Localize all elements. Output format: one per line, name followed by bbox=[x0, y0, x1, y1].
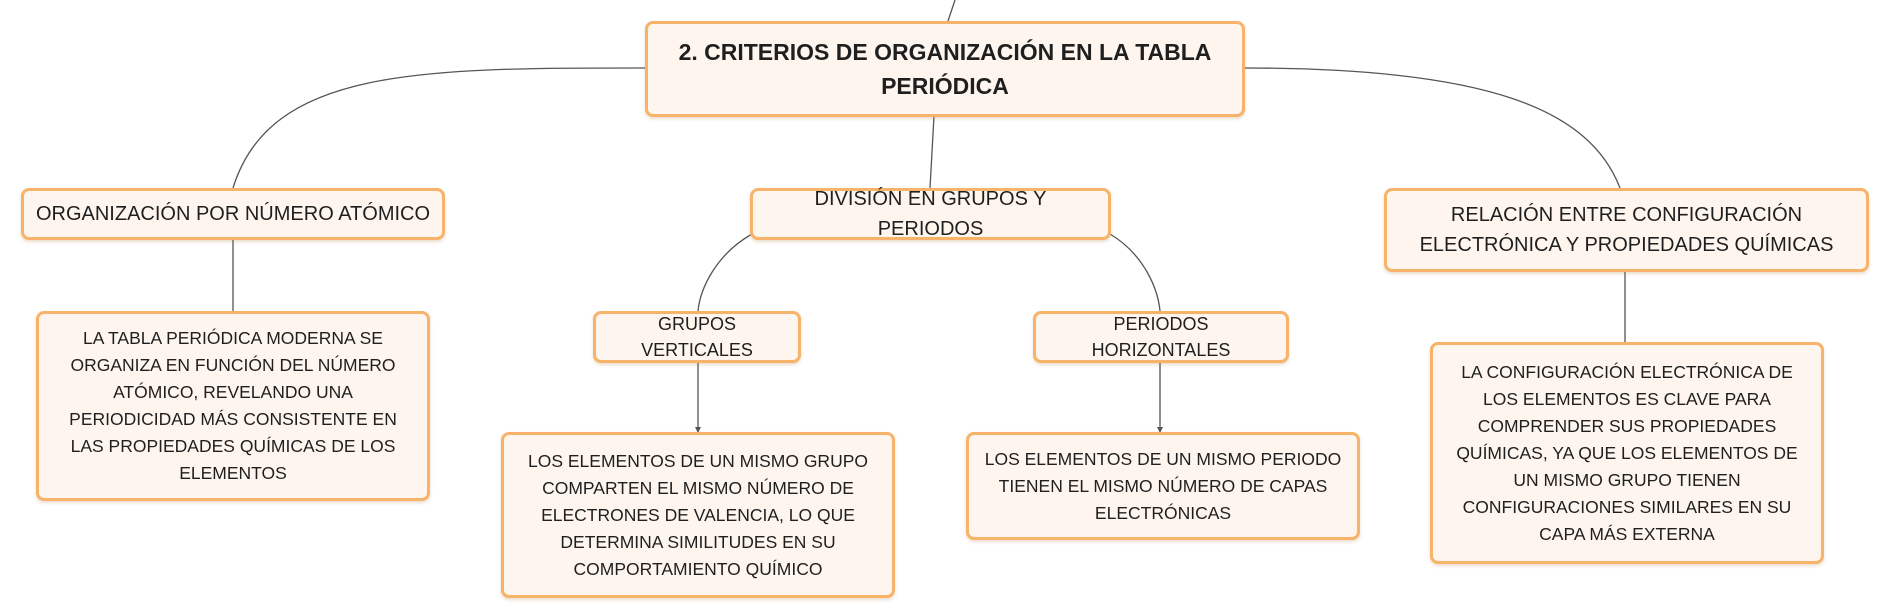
topic-title: RELACIÓN ENTRE CONFIGURACIÓN ELECTRÓNICA Y PROPIEDADES QUÍMICAS bbox=[1419, 204, 1834, 256]
detail-periodos-horizontales[interactable] bbox=[966, 432, 1360, 540]
detail-configuracion-electronica[interactable] bbox=[1430, 342, 1824, 564]
connector-root-to-atomic-number bbox=[233, 68, 645, 188]
detail-numero-atomico[interactable] bbox=[36, 311, 430, 501]
connector-groups-periods-to-vertical bbox=[698, 234, 752, 311]
detail-grupos-verticales[interactable] bbox=[501, 432, 895, 598]
subtopic-grupos-verticales[interactable] bbox=[593, 311, 801, 363]
topic-title: ORGANIZACIÓN POR NÚMERO ATÓMICO bbox=[35, 203, 431, 225]
detail-text: LOS ELEMENTOS DE UN MISMO PERIODO TIENEN EL MISMO NÚMERO DE CAPAS ELECTRÓNICAS bbox=[984, 448, 1342, 523]
root-topic-node[interactable] bbox=[645, 21, 1245, 117]
subtopic-title: PERIODOS HORIZONTALES bbox=[1091, 314, 1231, 360]
topic-title: DIVISIÓN EN GRUPOS Y PERIODOS bbox=[814, 188, 1047, 240]
subtopic-title: GRUPOS VERTICALES bbox=[641, 314, 753, 360]
topic-relacion-configuracion-electronica[interactable] bbox=[1384, 188, 1869, 272]
topic-division-grupos-periodos[interactable] bbox=[750, 188, 1111, 240]
detail-text: LA TABLA PERIÓDICA MODERNA SE ORGANIZA EN FUNCIÓN DEL NÚMERO ATÓMICO, REVELANDO UNA PERIODICIDAD MÁS CONSISTENTE EN LAS PROPIEDADES QUÍMICAS DE LOS ELEMENTOS bbox=[69, 328, 397, 483]
connector-groups-periods-to-horizontal bbox=[1110, 234, 1160, 311]
topic-organizacion-numero-atomico[interactable] bbox=[21, 188, 445, 240]
connector-parent-to-root bbox=[948, 0, 955, 21]
root-topic-title: 2. CRITERIOS DE ORGANIZACIÓN EN LA TABLA PERIÓDICA bbox=[678, 39, 1212, 99]
detail-text: LOS ELEMENTOS DE UN MISMO GRUPO COMPARTEN EL MISMO NÚMERO DE ELECTRONES DE VALENCIA, LO QUE DETERMINA SIMILITUDES EN SU COMPORTAMIENTO QUÍMICO bbox=[527, 450, 868, 579]
subtopic-periodos-horizontales[interactable] bbox=[1033, 311, 1289, 363]
connector-root-to-groups-periods bbox=[930, 116, 934, 188]
detail-text: LA CONFIGURACIÓN ELECTRÓNICA DE LOS ELEMENTOS ES CLAVE PARA COMPRENDER SUS PROPIEDADES QUÍMICAS, YA QUE LOS ELEMENTOS DE UN MISMO GRUPO TIENEN CONFIGURACIONES SIMILARES EN SU CAPA MÁS EXTERNA bbox=[1456, 361, 1798, 544]
connector-root-to-electron-config bbox=[1245, 68, 1620, 188]
